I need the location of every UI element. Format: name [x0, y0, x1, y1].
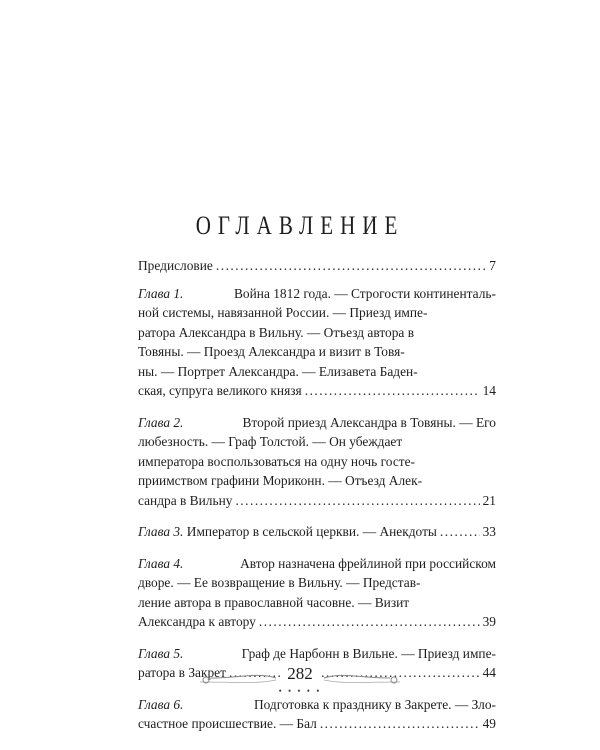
toc-text: ская, супруга великого князя	[138, 383, 302, 398]
toc-text: приимством графини Мориконн. — Отъезд Алек-	[138, 473, 423, 488]
toc-page-number[interactable]: 7	[489, 258, 496, 273]
page-footer	[0, 664, 600, 696]
toc-line	[138, 491, 496, 511]
toc-line	[138, 342, 496, 362]
toc-text: ной системы, навязанной России. — Приезд импе-	[138, 305, 428, 320]
toc-page-number[interactable]: 14	[482, 383, 496, 398]
leader-dots	[305, 381, 480, 401]
toc-line	[138, 256, 496, 276]
toc-line	[138, 432, 496, 452]
toc-line	[138, 323, 496, 343]
toc-line	[138, 413, 496, 433]
toc-text: ратора Александра в Вильну. — Отъезд автора в	[138, 324, 415, 340]
leader-dots	[216, 256, 486, 276]
toc-entry[interactable]	[138, 413, 496, 511]
toc-text: императора воспользоваться на одну ночь госте-	[138, 453, 416, 469]
toc-line	[138, 593, 496, 613]
toc-text: Второй приезд Александра в Товяны. — Его	[239, 414, 496, 430]
chapter-label: Глава 3.	[138, 524, 184, 539]
toc-line	[138, 471, 496, 491]
toc-text: Император в сельской церкви. — Анекдоты	[183, 524, 437, 539]
toc-text: Товяны. — Проезд Александра и визит в Товя-	[138, 344, 405, 359]
toc-line	[138, 554, 496, 574]
toc-text: ратора в Закрет	[138, 665, 226, 680]
toc-line	[138, 303, 496, 323]
page-title: ОГЛАВЛЕНИЕ	[195, 210, 405, 240]
toc-line	[138, 573, 496, 593]
page-number: 282	[281, 664, 319, 684]
toc-page-number[interactable]: 39	[482, 614, 496, 629]
toc-text: сандра в Вильну	[138, 492, 233, 508]
toc-line	[138, 362, 496, 382]
chapter-label: Глава 6.	[138, 696, 184, 712]
toc-text: Автор назначена фрейлиной при российском	[236, 555, 496, 571]
chapter-label: Глава 4.	[138, 555, 184, 571]
leader-dots	[320, 714, 480, 734]
chapter-label: Глава 5.	[138, 645, 184, 661]
toc-line	[138, 381, 496, 401]
chapter-label: Глава 2.	[138, 414, 184, 430]
toc-text: Александра к автору	[138, 614, 256, 629]
toc-page-number[interactable]: 44	[482, 665, 496, 680]
toc-text: ны. — Портрет Александра. — Елизавета Баден-	[138, 363, 418, 379]
toc-text: Граф де Нарбонн в Вильне. — Приезд импе-	[238, 645, 496, 661]
leader-dots	[235, 491, 479, 511]
leader-dots	[259, 612, 480, 632]
toc-text: Подготовка к празднику в Закрете. — Зло-	[250, 696, 496, 712]
toc-text: любезность. — Граф Толстой. — Он убеждает	[138, 434, 403, 449]
toc-line	[138, 612, 496, 632]
toc-page-number[interactable]: 33	[482, 524, 496, 539]
toc-text: Предисловие	[138, 258, 213, 273]
toc-text: счастное происшествие. — Бал	[138, 716, 317, 731]
chapter-label: Глава 1.	[138, 285, 184, 301]
toc-line	[138, 644, 496, 664]
leader-dots	[440, 522, 480, 542]
toc-line	[138, 284, 496, 304]
toc-line	[138, 452, 496, 472]
footer-dots: • • • • •	[278, 686, 322, 696]
toc-entry[interactable]	[138, 256, 496, 276]
toc-line	[138, 522, 496, 542]
toc-entry[interactable]	[138, 522, 496, 542]
toc-entry[interactable]	[138, 284, 496, 401]
toc-text: дворе. — Ее возвращение в Вильну. — Представ-	[138, 575, 421, 590]
toc-line	[138, 714, 496, 734]
toc-text: Война 1812 года. — Строгости континенталь-	[230, 285, 496, 301]
toc-page-number[interactable]: 49	[482, 716, 496, 731]
toc-page-number[interactable]: 21	[482, 492, 496, 508]
toc-entry[interactable]	[138, 554, 496, 632]
toc-text: ление автора в православной часовне. — Визит	[138, 594, 410, 610]
